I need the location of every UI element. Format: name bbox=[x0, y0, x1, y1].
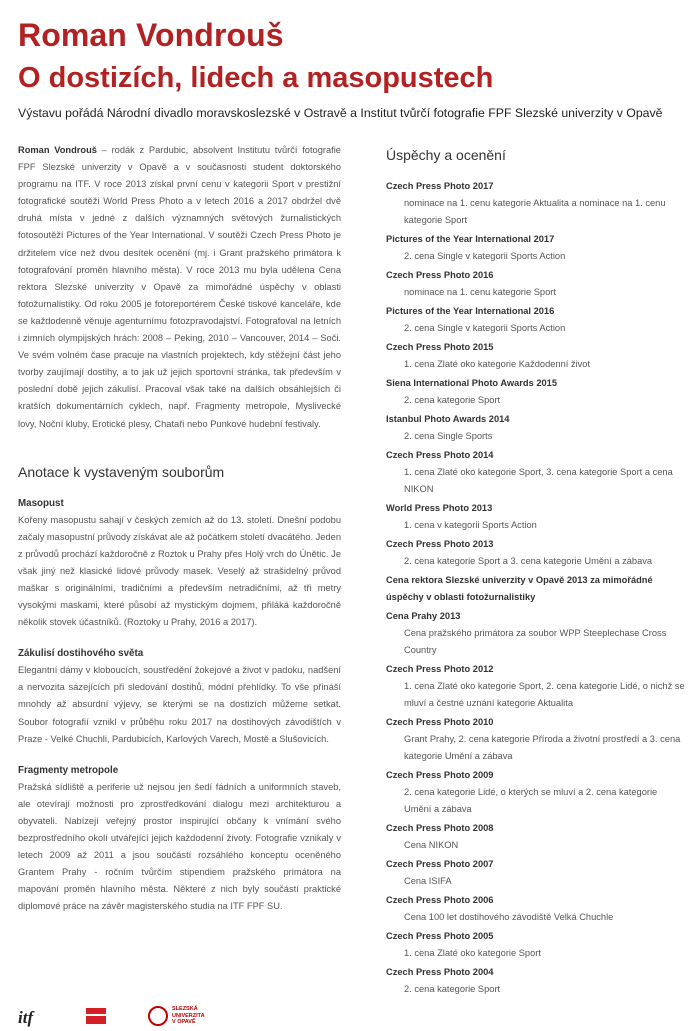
award-name: World Press Photo 2013 bbox=[386, 503, 493, 513]
annotation-text: Kořeny masopustu sahají v českých zemích až do 13. století. Dnešní podobu začaly masopustní průvody získávat ale až počátkem století dvacátého. Jeden z průvodů prochází každoročně z Roztok u Prahy přes Holý vrch do Únětic. Je však jiný než klasické lidové průvody masek. Veselý až strašidelný průvod maškar s originálními, tradičními a především netradičními, až tři metry vysokými maskami, které působí až mystickým dojmem, přiláká každoročně několik stovek účastníků. (Roztoky u Prahy, 2016 a 2017). bbox=[18, 514, 341, 628]
award-name: Czech Press Photo 2017 bbox=[386, 181, 494, 191]
right-column bbox=[386, 142, 686, 1000]
award-name: Istanbul Photo Awards 2014 bbox=[386, 414, 510, 424]
award-description: Cena ISIFA bbox=[404, 876, 452, 886]
annotation-masopust bbox=[18, 495, 341, 632]
award-name: Czech Press Photo 2015 bbox=[386, 342, 494, 352]
award-description: 1. cena v kategorii Sports Action bbox=[404, 520, 537, 530]
award-item bbox=[386, 608, 686, 659]
award-description: nominace na 1. cenu kategorie Aktualita a nominace na 1. cenu kategorie Sport bbox=[404, 198, 666, 225]
award-description: Cena pražského primátora za soubor WPP Steeplechase Cross Country bbox=[404, 628, 667, 655]
award-description: 2. cena Single v kategorii Sports Action bbox=[404, 323, 566, 333]
award-item bbox=[386, 714, 686, 765]
award-item bbox=[386, 767, 686, 818]
award-name: Czech Press Photo 2004 bbox=[386, 967, 494, 977]
award-item bbox=[386, 411, 686, 445]
awards-heading: Úspěchy a ocenění bbox=[386, 147, 506, 163]
award-name: Pictures of the Year International 2017 bbox=[386, 234, 555, 244]
award-name: Pictures of the Year International 2016 bbox=[386, 306, 555, 316]
annotations-heading: Anotace k vystaveným souborům bbox=[18, 463, 225, 480]
award-item bbox=[386, 964, 686, 998]
itf-logo: itf bbox=[18, 1008, 34, 1027]
annotation-title: Zákulisí dostihového světa bbox=[18, 648, 144, 660]
award-item bbox=[386, 231, 686, 265]
award-name: Siena International Photo Awards 2015 bbox=[386, 378, 558, 388]
award-description: 2. cena kategorie Lidé, o kterých se mluví a 2. cena kategorie Umění a zábava bbox=[404, 787, 658, 814]
award-item bbox=[386, 892, 686, 926]
award-description: Grant Prahy, 2. cena kategorie Příroda a životní prostředí a 3. cena kategorie Umění a zábava bbox=[404, 734, 681, 761]
award-name: Czech Press Photo 2012 bbox=[386, 664, 494, 674]
award-item bbox=[386, 928, 686, 962]
award-item bbox=[386, 856, 686, 890]
award-description: 1. cena Zlaté oko kategorie Sport bbox=[404, 948, 541, 958]
theatre-logo-icon bbox=[86, 1008, 106, 1024]
award-item bbox=[386, 820, 686, 854]
annotation-fragmenty bbox=[18, 762, 341, 916]
award-name: Czech Press Photo 2005 bbox=[386, 931, 494, 941]
award-description: 2. cena kategorie Sport bbox=[404, 984, 501, 994]
footer-logos bbox=[18, 1004, 218, 1030]
annotation-title: Masopust bbox=[18, 497, 64, 509]
award-name: Cena Prahy 2013 bbox=[386, 611, 461, 621]
award-item bbox=[386, 267, 686, 301]
award-item bbox=[386, 178, 686, 229]
award-description: Cena NIKON bbox=[404, 840, 459, 850]
awards-list bbox=[386, 178, 686, 998]
award-name: Czech Press Photo 2006 bbox=[386, 895, 494, 905]
intro-text: Výstavu pořádá Národní divadlo moravskoslezské v Ostravě a Institut tvůrčí fotografie FPF Slezské univerzity v Opavě bbox=[18, 106, 663, 120]
award-description: 2. cena kategorie Sport a 3. cena kategorie Umění a zábava bbox=[404, 556, 653, 566]
annotation-zakulisi bbox=[18, 645, 341, 747]
annotation-text: Elegantní dámy v kloboucích, soustředění žokejové a život v padoku, nadšení a nervozita sázejících při sledování dostihů, módní přehlídky. To vše přináší mnohdy až absurdní výjevy, se kterými se na dostizích můžeme setkat. Soubor fotografií vznikl v průběhu roku 2017 na dostihových závodištích v Praze - Velké Chuchli, Pardubicích, Karlových Varech, Mostě a Slušovicích. bbox=[18, 665, 341, 744]
award-item bbox=[386, 500, 686, 534]
bio-text: – rodák z Pardubic, absolvent Institutu tvůrčí fotografie FPF Slezské univerzity v Opavě a v současnosti student doktorského programu na ITF. V roce 2013 získal první cenu v kategorii Sport v prestižní fotografické soutěži World Press Photo a v letech 2016 a 2017 obdržel dvě druhá místa v jedné z dalších významných světových žurnalistických fotosoutěží Pictures of the Year International. V soutěži Czech Press Photo je držitelem více než dvou desítek ocenění (mj. i Grant pražského primátora k fotografování proměn hlavního města). V roce 2013 mu byla udělena Cena rektora Slezské univerzity v Opavě za mimořádné úspěchy v oblasti fotožurnalistiky. Od roku 2005 je fotoreportérem České tiskové kanceláře, kde se každodenně věnuje agenturnímu fotozpravodajství. Fotografoval na letních i zimních olympijských hrách: 2008 – Peking, 2010 – Vancouver, 2014 – Soči. Ve svém volném čase pracuje na vlastních projektech, kdy stěžejní část jeho tvorby zaujímají dostihy, a to jak už jejich sportovní stránka, tak především v poslední době jejich zákulisí. Pracoval však také na dalších obsáhlejších či kratších dokumentárních cyklech, např. Fragmenty metropole, Myslivecké lovy, Noční kluby, Erotické plesy, Chataři nebo Punkové hudební festivaly. bbox=[18, 145, 341, 429]
award-name: Czech Press Photo 2014 bbox=[386, 450, 494, 460]
award-description: 2. cena kategorie Sport bbox=[404, 395, 501, 405]
award-item bbox=[386, 572, 686, 606]
award-item bbox=[386, 536, 686, 570]
award-name: Czech Press Photo 2009 bbox=[386, 770, 494, 780]
award-name: Czech Press Photo 2010 bbox=[386, 717, 494, 727]
award-description: 1. cena Zlaté oko kategorie Sport, 3. cena kategorie Sport a cena NIKON bbox=[404, 467, 673, 494]
award-description: 1. cena Zlaté oko kategorie Každodenní život bbox=[404, 359, 591, 369]
university-seal-icon bbox=[148, 1006, 168, 1026]
award-description: nominace na 1. cenu kategorie Sport bbox=[404, 287, 556, 297]
award-description: Cena 100 let dostihového závodiště Velká Chuchle bbox=[404, 912, 614, 922]
bio-name: Roman Vondrouš bbox=[18, 145, 97, 155]
page-subtitle: O dostizích, lidech a masopustech bbox=[18, 62, 494, 94]
award-item bbox=[386, 303, 686, 337]
annotation-text: Pražská sídliště a periferie už nejsou jen šedí fádních a uniformních staveb, ale otevírají možnosti pro zprostředkování dialogu mezi architekturou a obyvateli. Nabízejí veřejný prostor inspirující občany k vnímání svého bezprostředního okolí utvářející jejich každodenní životy. Fotografie vznikaly v letech 2009 až 2011 a jsou součástí rozsáhlého konceptu oceněného Grantem Prahy - ročním tvůrčím stipendiem pražského primátora na mapování proměn hlavního města. Některé z nich byly součástí praktické diplomové práce na závěr magisterského studia na ITF FPF SU. bbox=[18, 781, 341, 912]
award-description: 2. cena Single v kategorii Sports Action bbox=[404, 251, 566, 261]
award-name: Czech Press Photo 2016 bbox=[386, 270, 494, 280]
university-logo-text: SLEZSKÁ UNIVERZITA V OPAVĚ bbox=[172, 1006, 205, 1025]
award-item bbox=[386, 339, 686, 373]
award-name: Cena rektora Slezské univerzity v Opavě 2013 za mimořádné úspěchy v oblasti fotožurnalistiky bbox=[386, 575, 653, 602]
award-description: 1. cena Zlaté oko kategorie Sport, 2. cena kategorie Lidé, o nichž se mluví a čestné uznání kategorie Aktualita bbox=[404, 681, 685, 708]
bio-paragraph bbox=[18, 142, 341, 433]
award-item bbox=[386, 447, 686, 498]
award-name: Czech Press Photo 2013 bbox=[386, 539, 494, 549]
award-item bbox=[386, 661, 686, 712]
page-title: Roman Vondrouš bbox=[18, 17, 284, 53]
annotation-title: Fragmenty metropole bbox=[18, 764, 119, 776]
award-name: Czech Press Photo 2008 bbox=[386, 823, 494, 833]
left-column bbox=[18, 142, 341, 915]
award-name: Czech Press Photo 2007 bbox=[386, 859, 494, 869]
award-item bbox=[386, 375, 686, 409]
award-description: 2. cena Single Sports bbox=[404, 431, 493, 441]
